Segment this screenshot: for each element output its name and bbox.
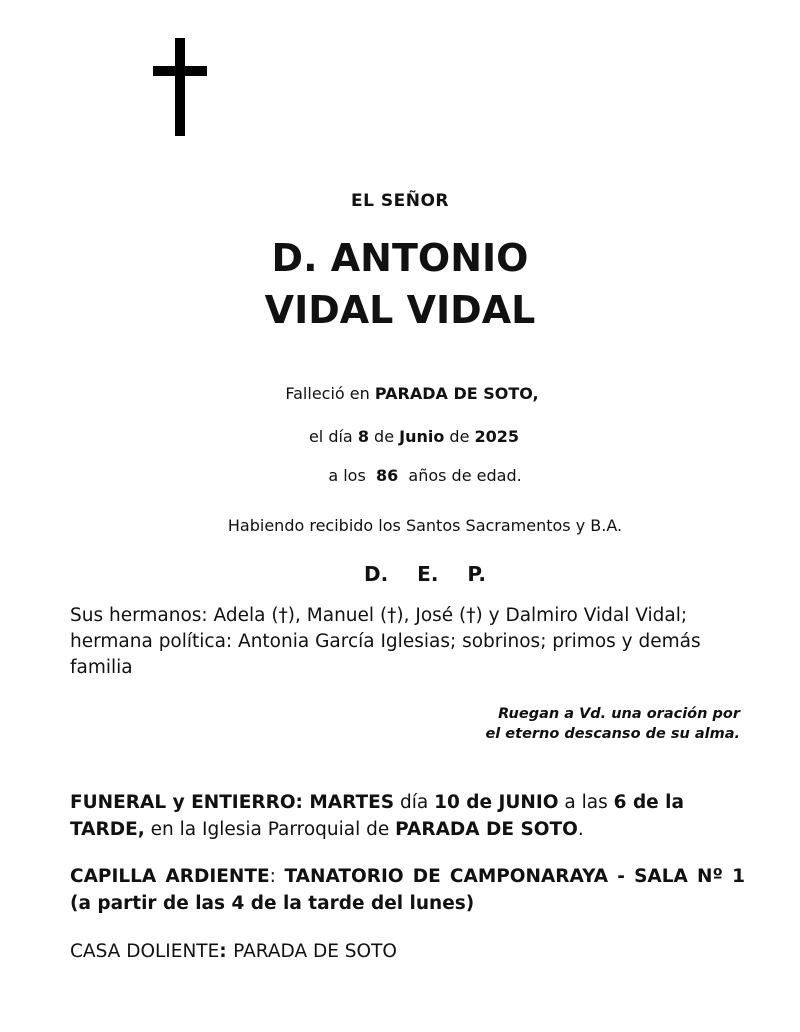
death-month: Junio bbox=[399, 427, 445, 446]
age: 86 bbox=[375, 466, 399, 485]
death-place-line: Falleció en PARADA DE SOTO, bbox=[285, 384, 539, 403]
family-text: Sus hermanos: Adela (†), Manuel (†), José (†) y Dalmiro Vidal Vidal; hermana política: Antonia García Iglesias; sobrinos; primos y demás familia bbox=[70, 605, 701, 678]
capilla-ardiente-info: CAPILLA ARDIENTE: TANATORIO DE CAMPONARAYA - SALA Nº 1 (a partir de las 4 de la tarde del lunes) bbox=[70, 866, 746, 914]
funeral-info: FUNERAL y ENTIERRO: MARTES día 10 de JUNIO a las 6 de la TARDE, en la Iglesia Parroquial de PARADA DE SOTO. bbox=[70, 792, 684, 840]
age-line: a los 86 años de edad. bbox=[328, 466, 522, 485]
sacraments-line: Habiendo recibido los Santos Sacramentos y B.A. bbox=[227, 516, 623, 535]
prayer-line-1: Ruegan a Vd. una oración por bbox=[498, 706, 740, 722]
death-day: 8 bbox=[357, 427, 369, 446]
death-date-line: el día 8 de Junio de 2025 bbox=[308, 427, 520, 446]
obituary-title: EL SEÑOR bbox=[351, 191, 449, 211]
dep-line: D. E. P. bbox=[364, 562, 486, 586]
prayer-line-2: el eterno descanso de su alma. bbox=[485, 726, 740, 742]
death-year: 2025 bbox=[474, 427, 520, 446]
deceased-name-line2: VIDAL VIDAL bbox=[264, 288, 536, 332]
cross-icon bbox=[150, 38, 210, 138]
casa-doliente-info: CASA DOLIENTE: PARADA DE SOTO bbox=[70, 941, 397, 962]
death-place: PARADA DE SOTO, bbox=[374, 384, 539, 403]
deceased-name-line1: D. ANTONIO bbox=[271, 236, 529, 280]
